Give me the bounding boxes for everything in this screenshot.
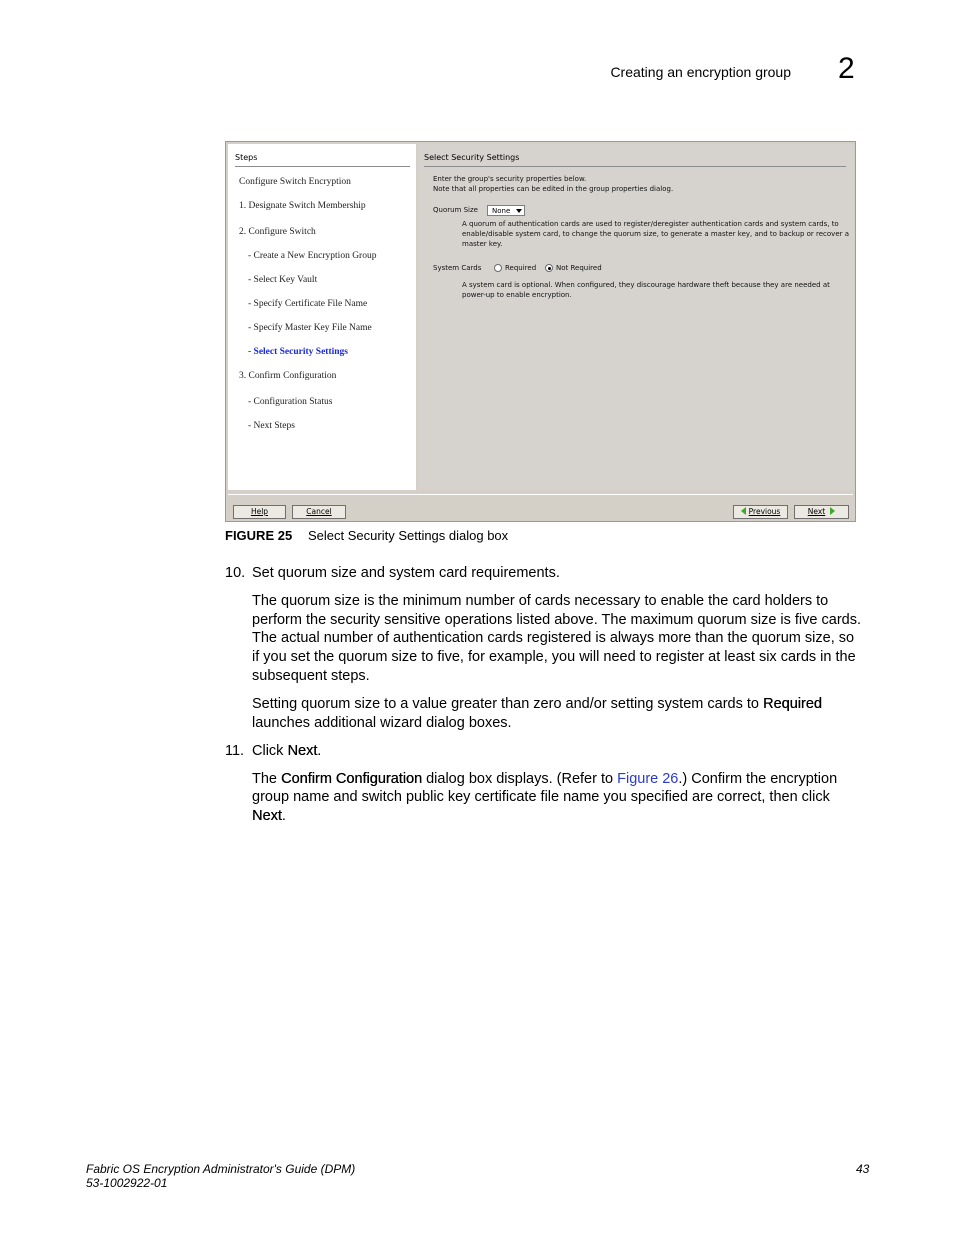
step-item: 1. Designate Switch Membership: [239, 201, 366, 211]
text-run: .) Confirm the encryption: [678, 771, 838, 787]
steps-heading: Steps: [235, 153, 258, 162]
arrow-right-icon: [830, 507, 835, 515]
settings-panel: [418, 144, 854, 490]
system-cards-label: System Cards: [433, 264, 482, 272]
quorum-size-label: Quorum Size: [433, 206, 478, 214]
not-required-radio-label: Not Required: [556, 264, 602, 272]
paragraph-line: [252, 807, 286, 826]
step-number: 11.: [225, 743, 245, 759]
page-number: 43: [856, 1162, 870, 1176]
text-run: The: [252, 771, 282, 787]
step-item: 3. Confirm Configuration: [239, 371, 337, 381]
paragraph-line: The quorum size is the minimum number of cards necessary to enable the card holders to: [252, 593, 829, 609]
step-item: - Specify Certificate File Name: [248, 299, 368, 309]
system-card-description-line: A system card is optional. When configured, they discourage hardware theft because they are needed at: [462, 281, 830, 289]
text-run: Click: [252, 743, 288, 759]
paragraph-line: perform the security sensitive operations listed above. The maximum quorum size is five cards.: [252, 612, 861, 628]
next-button[interactable]: [794, 505, 849, 519]
text-run: dialog box displays. (Refer to: [422, 771, 618, 787]
panel-divider: [424, 166, 846, 167]
step-item-active: - Select Security Settings: [248, 347, 348, 357]
figure-caption: [225, 528, 509, 543]
steps-panel: [228, 144, 416, 490]
text-run: .: [317, 743, 322, 759]
step-item: - Configuration Status: [248, 397, 333, 407]
intro-text-line: Enter the group's security properties below.: [433, 175, 587, 183]
figure-caption-text: Select Security Settings dialog box: [308, 528, 509, 543]
required-radio[interactable]: [494, 264, 502, 272]
system-card-description-line: power-up to enable encryption.: [462, 291, 572, 299]
quorum-description-line: A quorum of authentication cards are used to register/deregister authentication cards and system cards, to: [462, 220, 839, 228]
chapter-number: 2: [838, 52, 855, 85]
paragraph-line: subsequent steps.: [252, 668, 370, 684]
panel-heading: Select Security Settings: [424, 153, 520, 162]
previous-button[interactable]: [733, 505, 788, 519]
required-radio-label: Required: [505, 264, 537, 272]
paragraph-line: [252, 695, 822, 714]
paragraph-line: launches additional wizard dialog boxes.: [252, 715, 512, 731]
paragraph-line: if you set the quorum size to five, for example, you will need to register at least six cards in the: [252, 649, 856, 665]
figure-label: FIGURE 25: [225, 528, 293, 543]
next-button-label: Next: [807, 507, 826, 516]
quorum-description-line: enable/disable system card, to change the quorum size, to generate a master key, and to backup or recover a: [462, 230, 850, 238]
chevron-down-icon: [516, 209, 522, 213]
arrow-left-icon: [741, 507, 746, 515]
step-item: 2. Configure Switch: [239, 227, 316, 237]
doc-number: 53-1002922-01: [86, 1176, 168, 1190]
emphasis-text: Next: [252, 808, 282, 824]
previous-button-label: Previous: [748, 507, 781, 516]
emphasis-text: Confirm Configuration: [281, 771, 423, 787]
paragraph-line: The actual number of authentication cards registered is always more than the quorum size, so: [252, 630, 855, 646]
intro-text-line: Note that all properties can be edited in the group properties dialog.: [433, 185, 674, 193]
step-text: Set quorum size and system card requirements.: [252, 565, 560, 581]
emphasis-text: Required: [763, 696, 822, 712]
quorum-size-value: None: [492, 207, 511, 215]
security-settings-dialog: [225, 141, 856, 522]
emphasis-text: Next: [287, 743, 318, 759]
step-item: - Specify Master Key File Name: [248, 323, 372, 333]
dialog-button-bar: [228, 494, 853, 521]
step-text: [252, 742, 321, 761]
text-run: .: [281, 808, 286, 824]
guide-title: Fabric OS Encryption Administrator's Guide (DPM): [86, 1162, 356, 1176]
step-item: - Select Key Vault: [248, 275, 318, 285]
step-number: 10.: [225, 565, 246, 581]
paragraph-line: [252, 770, 837, 789]
step-item: Configure Switch Encryption: [239, 177, 351, 187]
figure-26-link[interactable]: Figure 26: [617, 771, 679, 787]
quorum-size-select[interactable]: [487, 205, 525, 216]
steps-divider: [235, 166, 410, 167]
paragraph-line: group name and switch public key certificate file name you specified are correct, then click: [252, 789, 830, 805]
step-item: - Next Steps: [248, 421, 295, 431]
help-button[interactable]: Help: [233, 505, 286, 519]
not-required-radio[interactable]: [545, 264, 553, 272]
cancel-button[interactable]: Cancel: [292, 505, 346, 519]
text-run: Setting quorum size to a value greater than zero and/or setting system cards to: [252, 696, 763, 712]
section-title: Creating an encryption group: [610, 64, 791, 80]
quorum-description-line: master key.: [462, 240, 503, 248]
step-item: - Create a New Encryption Group: [248, 251, 377, 261]
